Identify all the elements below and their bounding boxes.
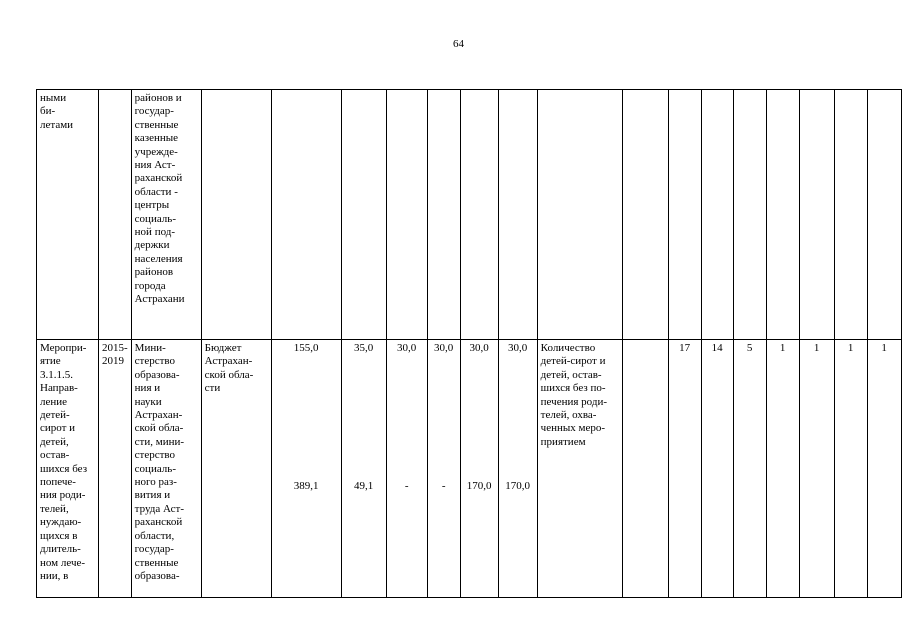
text-line: шихся без bbox=[40, 462, 88, 475]
indicator-value-cell: 1 bbox=[867, 340, 901, 598]
text-line: казенные bbox=[134, 132, 179, 145]
measure-cell bbox=[37, 340, 99, 598]
text-line: попече- bbox=[40, 476, 76, 489]
empty-cell bbox=[341, 90, 386, 340]
indicator-value-cell bbox=[622, 340, 668, 598]
text-line: ной под- bbox=[134, 226, 176, 239]
text-line: социаль- bbox=[134, 462, 176, 475]
text-line: ственные bbox=[134, 556, 179, 569]
empty-cell bbox=[460, 90, 498, 340]
text-line: государ- bbox=[134, 105, 174, 118]
indicator-value-cell: 14 bbox=[701, 340, 733, 598]
text-line: центры bbox=[134, 199, 170, 212]
text-line: щихся в bbox=[40, 529, 78, 542]
indicator-value-cell: 1 bbox=[799, 340, 834, 598]
text-line: сти, мини- bbox=[134, 435, 185, 448]
indicator-cell bbox=[537, 340, 622, 598]
empty-cell bbox=[867, 90, 901, 340]
text-line: детей-сирот и bbox=[540, 355, 606, 368]
text-line: населения bbox=[134, 252, 183, 265]
text-line: стерство bbox=[134, 355, 176, 368]
funding-2017-cell bbox=[427, 340, 460, 598]
text-line: ятие bbox=[40, 355, 61, 368]
text-line: Бюджет bbox=[204, 342, 242, 354]
funding-value: - bbox=[441, 480, 446, 493]
funding-2016-cell bbox=[386, 340, 427, 598]
empty-cell bbox=[834, 90, 867, 340]
funding-2018-cell bbox=[460, 340, 498, 598]
page-number: 64 bbox=[453, 38, 464, 50]
measure-continuation-cell bbox=[37, 90, 99, 340]
text-line: ской обла- bbox=[204, 368, 254, 381]
empty-cell bbox=[766, 90, 799, 340]
empty-cell bbox=[622, 90, 668, 340]
text-line: города bbox=[134, 279, 166, 292]
funding-source-cell bbox=[201, 340, 271, 598]
text-line: Астрахан- bbox=[204, 355, 253, 368]
empty-cell bbox=[201, 90, 271, 340]
text-line: шихся без по- bbox=[540, 382, 606, 395]
empty-cell bbox=[668, 90, 701, 340]
text-line: области, bbox=[134, 529, 175, 542]
text-line: ской обла- bbox=[134, 422, 184, 435]
text-line: науки bbox=[134, 395, 162, 408]
text-line: детей- bbox=[40, 409, 70, 422]
text-line: остав- bbox=[40, 449, 70, 462]
table-row-continuation bbox=[37, 90, 902, 340]
text-line: сти bbox=[204, 382, 221, 395]
funding-value: 155,0 bbox=[293, 342, 319, 354]
text-line: нии, в bbox=[40, 569, 69, 582]
text-line: раханской bbox=[134, 516, 183, 529]
funding-value: - bbox=[404, 480, 409, 493]
text-line: летами bbox=[40, 118, 74, 131]
indicator-value-cell: 5 bbox=[733, 340, 766, 598]
empty-cell bbox=[537, 90, 622, 340]
text-line: длитель- bbox=[40, 543, 81, 556]
text-line: государ- bbox=[134, 543, 174, 556]
funding-value: 170,0 bbox=[505, 480, 531, 493]
funding-value: 30,0 bbox=[434, 342, 454, 354]
text-line: би- bbox=[40, 105, 56, 118]
text-line: ния и bbox=[134, 382, 161, 395]
text-line: вития и bbox=[134, 489, 171, 502]
funding-value: 30,0 bbox=[397, 342, 417, 354]
funding-value: 30,0 bbox=[469, 342, 489, 354]
empty-cell bbox=[733, 90, 766, 340]
indicator-value-cell: 17 bbox=[668, 340, 701, 598]
text-line: ния Аст- bbox=[134, 159, 176, 172]
text-line: раханской bbox=[134, 172, 183, 185]
executor-continuation-cell bbox=[131, 90, 201, 340]
empty-cell bbox=[498, 90, 537, 340]
text-line: нуждаю- bbox=[40, 516, 82, 529]
empty-cell bbox=[427, 90, 460, 340]
text-line: 2015- bbox=[102, 342, 128, 354]
text-line: районов и bbox=[134, 92, 182, 104]
text-line: ного раз- bbox=[134, 476, 177, 489]
text-line: учрежде- bbox=[134, 145, 178, 158]
text-line: образова- bbox=[134, 569, 180, 582]
empty-cell bbox=[386, 90, 427, 340]
text-line: 3.1.1.5. bbox=[40, 368, 73, 381]
text-line: печения роди- bbox=[540, 395, 607, 408]
funding-total-cell bbox=[271, 340, 341, 598]
text-line: Меропри- bbox=[40, 342, 87, 354]
text-line: телей, bbox=[40, 502, 69, 515]
text-line: детей, остав- bbox=[540, 368, 602, 381]
funding-2015-cell bbox=[341, 340, 386, 598]
text-line: стерство bbox=[134, 449, 176, 462]
text-line: держки bbox=[134, 239, 170, 252]
text-line: телей, охва- bbox=[540, 409, 597, 422]
indicator-value-cell: 1 bbox=[766, 340, 799, 598]
text-line: Астрахани bbox=[134, 293, 185, 306]
executor-cell bbox=[131, 340, 201, 598]
funding-value: 389,1 bbox=[293, 480, 319, 493]
funding-value: 30,0 bbox=[508, 342, 528, 354]
text-line: сирот и bbox=[40, 422, 76, 435]
text-line: ния роди- bbox=[40, 489, 86, 502]
text-line: Астрахан- bbox=[134, 409, 183, 422]
text-line: ном лече- bbox=[40, 556, 86, 569]
text-line: ственные bbox=[134, 118, 179, 131]
text-line: ченных меро- bbox=[540, 422, 606, 435]
funding-value: 170,0 bbox=[466, 480, 492, 493]
text-line: детей, bbox=[40, 435, 69, 448]
text-line: ными bbox=[40, 92, 67, 104]
funding-value: 35,0 bbox=[354, 342, 374, 354]
period-empty-cell bbox=[99, 90, 132, 340]
table-row-measure-3-1-1-5 bbox=[37, 340, 902, 598]
text-line: труда Аст- bbox=[134, 502, 185, 515]
period-cell bbox=[99, 340, 132, 598]
text-line: образова- bbox=[134, 368, 180, 381]
text-line: 2019 bbox=[102, 355, 124, 368]
program-table bbox=[36, 89, 902, 598]
text-line: приятием bbox=[540, 435, 586, 448]
funding-value: 49,1 bbox=[354, 480, 374, 493]
text-line: ление bbox=[40, 395, 68, 408]
funding-2019-cell bbox=[498, 340, 537, 598]
indicator-value-cell: 1 bbox=[834, 340, 867, 598]
empty-cell bbox=[701, 90, 733, 340]
empty-cell bbox=[271, 90, 341, 340]
text-line: Направ- bbox=[40, 382, 78, 395]
text-line: Мини- bbox=[134, 342, 166, 354]
text-line: социаль- bbox=[134, 212, 176, 225]
empty-cell bbox=[799, 90, 834, 340]
text-line: области - bbox=[134, 185, 178, 198]
text-line: Количество bbox=[540, 342, 596, 354]
text-line: районов bbox=[134, 266, 174, 279]
